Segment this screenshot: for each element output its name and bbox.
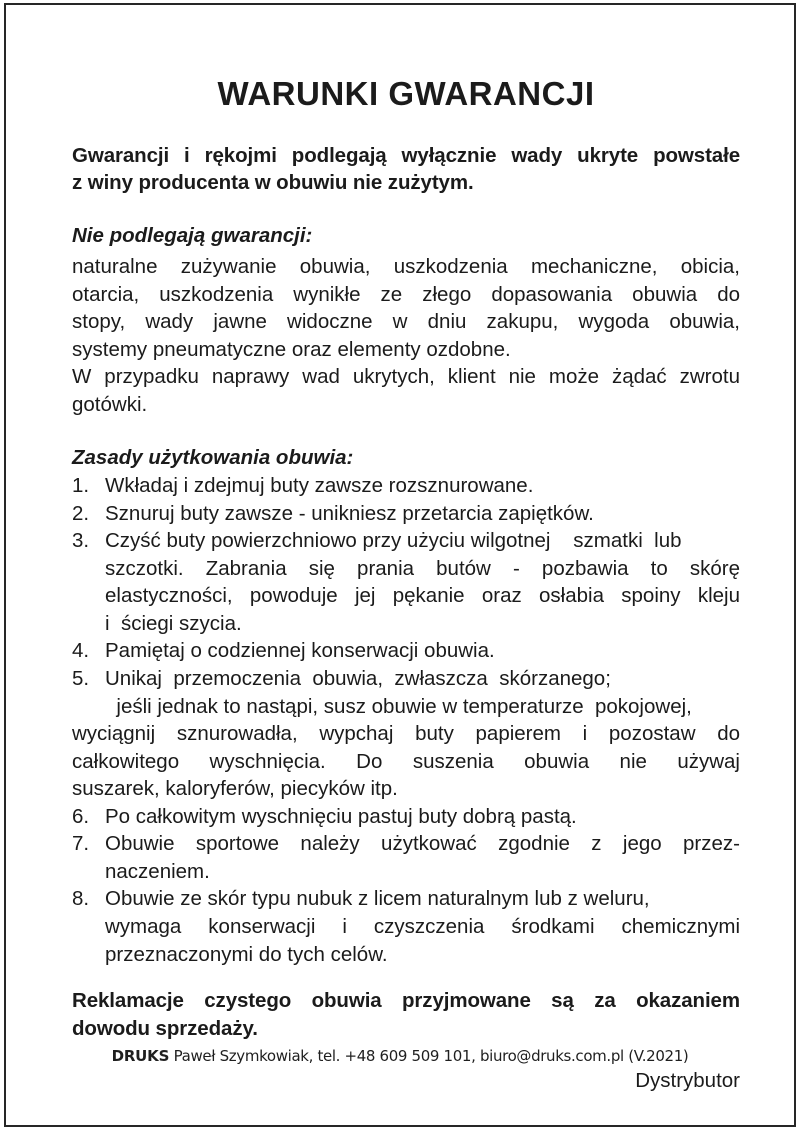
list-item xyxy=(72,637,740,665)
document-content xyxy=(72,0,740,1095)
list-item-number: 2. xyxy=(72,501,90,525)
list-item-line: naczeniem. xyxy=(105,859,210,883)
lead-line-1: Gwarancji i rękojmi podlegają wyłącznie wady ukryte powstałe xyxy=(72,144,740,168)
list-item-line: przeznaczonymi do tych celów. xyxy=(105,942,388,966)
exclusions-line: stopy, wady jawne widoczne w dniu zakupu, wygoda obuwia, xyxy=(72,310,740,334)
list-item-line: Czyść buty powierzchniowo przy użyciu wilgotnej szmatki lub xyxy=(105,529,682,553)
list-item-number: 5. xyxy=(72,666,90,690)
exclusions-line: gotówki. xyxy=(72,392,148,416)
closing-line-2: dowodu sprzedaży. xyxy=(72,1016,258,1040)
exclusions-line: otarcia, uszkodzenia wynikłe ze złego dopasowania obuwia do xyxy=(72,282,740,306)
list-item-line: Po całkowitym wyschnięciu pastuj buty dobrą pastą. xyxy=(105,804,577,828)
list-item xyxy=(72,472,740,500)
list-item-number: 3. xyxy=(72,529,90,553)
footer-details: Paweł Szymkowiak, tel. +48 609 509 101, biuro@druks.com.pl (V.2021) xyxy=(169,1047,689,1065)
list-item-line: wymaga konserwacji i czyszczenia środkami chemicznymi xyxy=(105,915,740,939)
usage-rules-heading: Zasady użytkowania obuwia: xyxy=(72,446,354,470)
list-item-line: całkowitego wyschnięcia. Do suszenia obuwia nie używaj xyxy=(72,749,740,773)
list-item-number: 1. xyxy=(72,474,90,498)
list-item-line: i ściegi szycia. xyxy=(105,611,242,635)
footer xyxy=(0,1047,800,1067)
list-item xyxy=(72,885,740,968)
page-title: WARUNKI GWARANCJI xyxy=(217,75,595,112)
list-item-line: jeśli jednak to nastąpi, susz obuwie w temperaturze pokojowej, xyxy=(105,694,692,718)
list-item xyxy=(72,830,740,885)
closing-line-1: Reklamacje czystego obuwia przyjmowane są za okazaniem xyxy=(72,989,740,1013)
exclusions-line: systemy pneumatyczne oraz elementy ozdobne. xyxy=(72,337,511,361)
list-item-number: 8. xyxy=(72,887,90,911)
list-item xyxy=(72,803,740,831)
list-item-line: Obuwie sportowe należy użytkować zgodnie z jego przez- xyxy=(105,832,740,856)
footer-brand: DRUKS xyxy=(111,1047,170,1065)
list-item-line: szczotki. Zabrania się prania butów - pozbawia to skórę xyxy=(105,556,740,580)
list-item-number: 6. xyxy=(72,804,90,828)
list-item-number: 4. xyxy=(72,639,90,663)
list-item xyxy=(72,500,740,528)
list-item xyxy=(72,665,740,803)
exclusions-line: W przypadku naprawy wad ukrytych, klient nie może żądać zwrotu xyxy=(72,365,740,389)
list-item xyxy=(72,527,740,637)
lead-line-2: z winy producenta w obuwiu nie zużytym. xyxy=(72,171,474,195)
exclusions-paragraph xyxy=(72,250,740,418)
closing-paragraph xyxy=(72,968,740,1042)
signature-label: Dystrybutor xyxy=(635,1069,740,1093)
list-item-line: Wkładaj i zdejmuj buty zawsze rozsznurowane. xyxy=(105,474,534,498)
lead-paragraph xyxy=(72,112,740,196)
list-item-line: wyciągnij sznurowadła, wypchaj buty papierem i pozostaw do xyxy=(72,722,740,746)
exclusions-line: naturalne zużywanie obuwia, uszkodzenia mechaniczne, obicia, xyxy=(72,255,740,279)
list-item-number: 7. xyxy=(72,832,90,856)
list-item-line: suszarek, kaloryferów, piecyków itp. xyxy=(72,777,398,801)
list-item-line: Sznuruj buty zawsze - unikniesz przetarcia zapiętków. xyxy=(105,501,594,525)
list-item-line: Obuwie ze skór typu nubuk z licem naturalnym lub z weluru, xyxy=(105,887,650,911)
list-item-line: Unikaj przemoczenia obuwia, zwłaszcza skórzanego; xyxy=(105,666,611,690)
list-item-line: elastyczności, powoduje jej pękanie oraz osłabia spoiny kleju xyxy=(105,584,740,608)
exclusions-heading: Nie podlegają gwarancji: xyxy=(72,224,313,248)
usage-rules-list xyxy=(72,472,740,968)
list-item-line: Pamiętaj o codziennej konserwacji obuwia. xyxy=(105,639,495,663)
